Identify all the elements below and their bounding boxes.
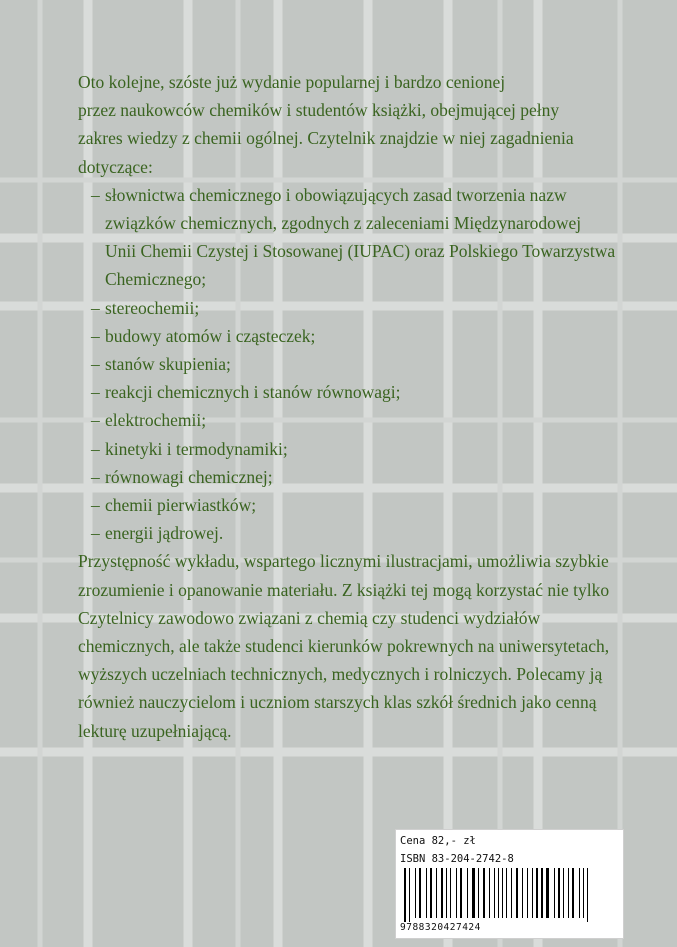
barcode-bar [446,868,447,918]
list-item-text: stereochemii; [105,297,200,318]
dash-bullet: – [91,438,100,459]
barcode-bar [478,868,479,918]
closing-line: wyższych uczelniach technicznych, medycznych i rolniczych. Polecamy ją [78,664,603,685]
dash-bullet: – [91,184,100,205]
barcode-bar [450,868,451,918]
barcode-bar [430,868,432,918]
list-item [78,378,638,406]
dash-bullet: – [91,354,100,375]
barcode-bar [472,868,475,918]
dash-bullet: – [91,495,100,516]
intro-line: zakres wiedzy z chemii ogólnej. Czytelnik znajdzie w niej zagadnienia [78,128,574,149]
closing-line: chemicznych, ale także studenci kierunków pokrewnych na uniwersytetach, [78,636,610,657]
barcode-bar [536,868,538,918]
barcode-bar [460,868,462,918]
dash-bullet: – [91,382,100,403]
barcode-bar [494,868,495,918]
barcode-bar [522,868,523,918]
list-item [78,322,638,350]
barcode-bar [554,868,555,918]
barcode-bar [489,868,490,918]
barcode-bar [456,868,457,918]
barcode-bar [516,868,518,918]
barcode-bar [572,868,574,918]
list-item [78,519,638,547]
list-item [78,435,638,463]
closing-line: Przystępność wykładu, wspartego licznymi ilustracjami, umożliwia szybkie [78,551,609,572]
closing-line: również nauczycielom i uczniom starszych klas szkół średnich jako cenną [78,692,597,713]
dash-bullet: – [91,523,100,544]
barcode-bar [541,868,543,918]
barcode-bar [527,868,528,918]
barcode-icon [402,868,616,922]
barcode-bar [426,868,427,918]
barcode-bar [583,868,584,918]
barcode-bar [506,868,507,918]
list-item [78,491,638,519]
intro-paragraph [78,68,638,181]
list-item-text: równowagi chemicznej; [105,466,273,487]
list-item [78,294,638,322]
dash-bullet: – [91,297,100,318]
list-item [78,463,638,491]
price-text: Cena 82,- zł [400,835,476,847]
list-item-text: kinetyki i termodynamiki; [105,438,288,459]
barcode-bar [546,868,549,918]
list-item-text: Unii Chemii Czystej i Stosowanej (IUPAC) oraz Polskiego Towarzystwa [105,241,616,262]
list-item [78,406,638,434]
list-item-text: związków chemicznych, zgodnych z zaleceniami Międzynarodowej [105,213,582,234]
closing-line: zrozumienie i opanowanie materiału. Z książki tej mogą korzystać nie tylko [78,579,610,600]
barcode-bar [441,868,443,918]
barcode-bar [498,868,499,918]
topics-list [78,181,638,548]
barcode-bar [579,868,580,918]
list-item [78,350,638,378]
barcode-bar [563,868,564,918]
barcode-bar [404,868,406,922]
description-text [78,68,638,745]
list-item-text: energii jądrowej. [105,523,224,544]
list-item-text: chemii pierwiastków; [105,495,257,516]
intro-line: Oto kolejne, szóste już wydanie popularnej i bardzo cenionej [78,72,506,92]
list-item [78,181,638,294]
list-item-text: elektrochemii; [105,410,207,431]
list-item-text: Chemicznego; [105,269,207,290]
dash-bullet: – [91,410,100,431]
closing-line: Czytelnicy zawodowo związani z chemią czy studenci wydziałów [78,607,541,628]
dash-bullet: – [91,325,100,346]
list-item-text: stanów skupienia; [105,354,231,375]
barcode-bar [409,868,410,922]
price-isbn-sticker [395,829,624,939]
barcode-bar [483,868,485,918]
barcode-bar [467,868,468,918]
list-item-text: reakcji chemicznych i stanów równowagi; [105,382,401,403]
barcode-bar [532,868,533,918]
barcode-bar [419,868,421,918]
barcode-bar [502,868,503,918]
barcode-digits: 9788320427424 [400,922,481,933]
barcode-bar [568,868,569,918]
barcode-bar [436,868,437,918]
intro-line: przez naukowców chemików i studentów książki, obejmującej pełny [78,100,560,121]
list-item-text: budowy atomów i cząsteczek; [105,325,316,346]
barcode-bar [558,868,560,918]
dash-bullet: – [91,466,100,487]
list-item-text: słownictwa chemicznego i obowiązujących zasad tworzenia nazw [105,184,567,205]
isbn-text: ISBN 83-204-2742-8 [400,853,514,865]
barcode-bar [415,868,416,918]
barcode-bar [587,868,588,922]
closing-line: lekturę uzupełniającą. [78,720,232,741]
intro-line: dotyczące: [78,156,153,177]
barcode-bar [511,868,512,918]
closing-paragraph [78,547,638,744]
